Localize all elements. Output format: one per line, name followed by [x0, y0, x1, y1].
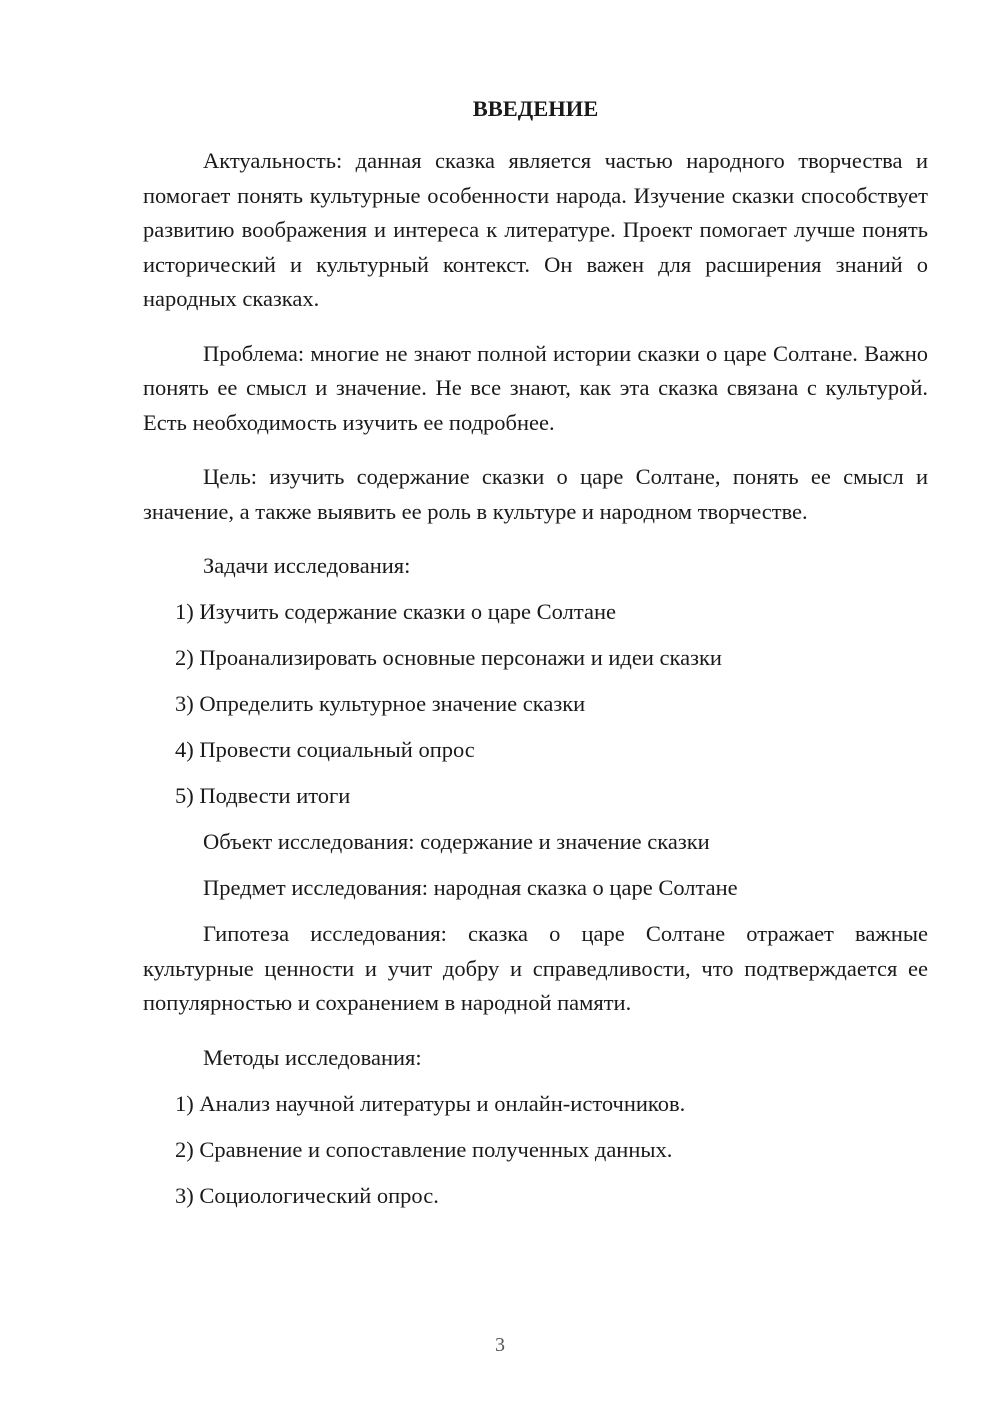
list-item: 3) Социологический опрос. [175, 1182, 439, 1208]
page-title: ВВЕДЕНИЕ [472, 96, 599, 121]
problem-paragraph: Проблема: многие не знают полной истории сказки о царе Солтане. Важно понять ее смысл и значение. Не все знают, как эта сказка связана с культурой. Есть необходимость изучить ее подробнее. [143, 340, 928, 435]
list-item: 1) Анализ научной литературы и онлайн-источников. [175, 1090, 686, 1116]
document-body [143, 92, 928, 1225]
object-line: Объект исследования: содержание и значение сказки [203, 829, 710, 854]
list-item: 2) Сравнение и сопоставление полученных данных. [175, 1136, 673, 1162]
relevance-paragraph: Актуальность: данная сказка является частью народного творчества и помогает понять культурные особенности народа. Изучение сказки способствует развитию воображения и интереса к литературе. Проект помогает лучше понять исторический и культурный контекст. Он важен для расширения знаний о народных сказках. [143, 148, 928, 311]
page-number: 3 [495, 1334, 505, 1356]
methods-heading: Методы исследования: [203, 1044, 422, 1070]
tasks-heading: Задачи исследования: [203, 553, 411, 578]
hypothesis-paragraph: Гипотеза исследования: сказка о царе Солтане отражает важные культурные ценности и учит добру и справедливости, что подтверждается ее популярностью и сохранением в народной памяти. [143, 921, 928, 1015]
list-item: 1) Изучить содержание сказки о царе Солтане [175, 599, 616, 624]
list-item: 3) Определить культурное значение сказки [175, 691, 586, 716]
tasks-list [143, 595, 928, 813]
methods-list [143, 1087, 928, 1213]
subject-line: Предмет исследования: народная сказка о царе Солтане [203, 875, 738, 900]
list-item: 2) Проанализировать основные персонажи и идеи сказки [175, 645, 722, 670]
list-item: 5) Подвести итоги [175, 783, 351, 808]
goal-paragraph: Цель: изучить содержание сказки о царе Солтане, понять ее смысл и значение, а также выявить ее роль в культуре и народном творчестве. [143, 464, 928, 524]
list-item: 4) Провести социальный опрос [175, 737, 475, 762]
